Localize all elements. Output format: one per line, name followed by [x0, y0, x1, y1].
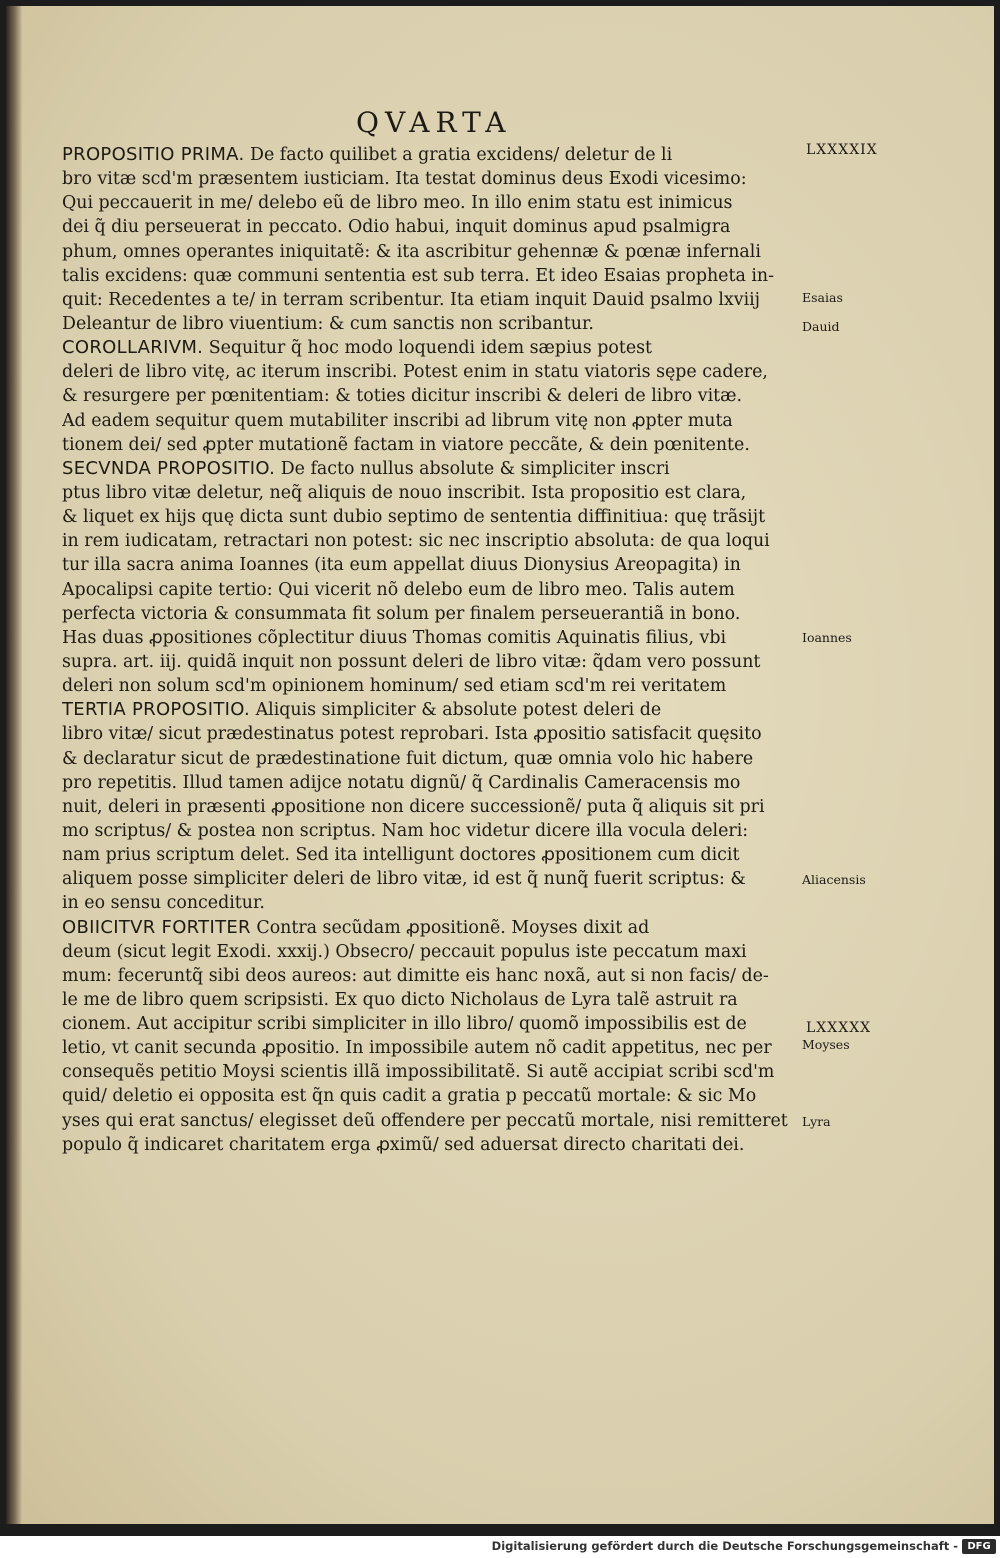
text-line [62, 409, 792, 433]
text-line [62, 481, 792, 505]
margin-note: Esaias [802, 290, 843, 305]
line-text: tionem dei/ sed ꝓpter mutationẽ factam in viatore peccãte, & dein pœnitente. [62, 434, 750, 455]
text-line [62, 626, 792, 650]
text-line [62, 336, 792, 360]
line-text: in rem iudicatam, retractari non potest: sic nec inscriptio absoluta: de qua loqui [62, 531, 770, 552]
text-line [62, 529, 792, 553]
text-line [62, 1060, 792, 1084]
text-line [62, 240, 792, 264]
text-line [62, 1012, 792, 1036]
line-text: nam prius scriptum delet. Sed ita intelligunt doctores ꝓpositionem cum dicit [62, 845, 740, 866]
text-line [62, 288, 792, 312]
funding-credit: Digitalisierung gefördert durch die Deutsche Forschungsgemeinschaft - [491, 1539, 958, 1553]
line-text: Deleantur de libro viuentium: & cum sanctis non scribantur. [62, 313, 594, 334]
text-line [62, 553, 792, 577]
line-text: deum (sicut legit Exodi. xxxij.) Obsecro/ peccauit populus iste peccatum maxi [62, 941, 747, 962]
line-text: & resurgere per pœnitentiam: & toties dicitur inscribi & deleri de libro vitæ. [62, 386, 743, 407]
text-line [62, 215, 792, 239]
line-text: De facto nullus absolute & simpliciter inscri [275, 458, 670, 479]
margin-note: Aliacensis [802, 872, 866, 887]
binding-gutter [6, 6, 22, 1524]
text-line [62, 578, 792, 602]
text-line [62, 964, 792, 988]
margin-note: Moyses [802, 1037, 850, 1052]
line-text: talis excidens: quæ communi sententia est sub terra. Et ideo Esaias propheta in- [62, 265, 774, 286]
text-line [62, 360, 792, 384]
line-text: ptus libro vitæ deletur, neq̃ aliquis de nouo inscribit. Ista propositio est clara, [62, 482, 747, 503]
text-line [62, 747, 792, 771]
line-text: quid/ deletio ei opposita est q̃n quis cadit a gratia p peccatũ mortale: & sic Mo [62, 1086, 757, 1107]
text-line [62, 674, 792, 698]
text-line [62, 167, 792, 191]
text-line [62, 650, 792, 674]
line-text: Contra secũdam ꝓpositionẽ. Moyses dixit ad [250, 917, 650, 938]
line-text: yses qui erat sanctus/ elegisset deũ offendere per peccatũ mortale, nisi remitteret [62, 1110, 788, 1131]
text-line [62, 457, 792, 481]
text-line [62, 1036, 792, 1060]
line-text: & declaratur sicut de prædestinatione fuit dictum, quæ omnia volo hic habere [62, 748, 754, 769]
line-text: mum: feceruntq̃ sibi deos aureos: aut dimitte eis hanc noxã, aut si non facis/ de- [62, 965, 769, 986]
text-line [62, 988, 792, 1012]
line-text: letio, vt canit secunda ꝓpositio. In impossibile autem nõ cadit appetitus, nec per [62, 1038, 772, 1059]
text-line [62, 602, 792, 626]
line-text: Ad eadem sequitur quem mutabiliter inscribi ad librum vitę non ꝓpter muta [62, 410, 733, 431]
text-line [62, 433, 792, 457]
text-line [62, 143, 792, 167]
running-title: QVARTA [356, 106, 512, 139]
text-line [62, 891, 792, 915]
line-text: tur illa sacra anima Ioannes (ita eum appellat diuus Dionysius Areopagita) in [62, 555, 741, 576]
line-text: pro repetitis. Illud tamen adijce notatu dignũ/ q̃ Cardinalis Cameracensis mo [62, 772, 741, 793]
dfg-logo-icon: DFG [962, 1539, 996, 1554]
line-text: & liquet ex hijs quę dicta sunt dubio septimo de sententia diffinitiua: quę trãsijt [62, 507, 766, 528]
text-line [62, 384, 792, 408]
line-text: Sequitur q̃ hoc modo loquendi idem sæpius potest [203, 338, 653, 359]
section-heading: COROLLARIVM. [62, 337, 204, 359]
line-text: consequẽs petitio Moysi scientis illã impossibilitatẽ. Si autẽ accipiat scribi scd'm [62, 1062, 775, 1083]
folio-number: LXXXXIX [806, 142, 878, 158]
text-line [62, 795, 792, 819]
line-text: libro vitæ/ sicut prædestinatus potest reprobari. Ista ꝓpositio satisfacit quęsito [62, 724, 762, 745]
margin-note: Lyra [802, 1114, 831, 1129]
line-text: le me de libro quem scripsisti. Ex quo dicto Nicholaus de Lyra talẽ astruit ra [62, 989, 738, 1010]
line-text: deleri non solum scd'm opinionem hominum/ sed etiam scd'm rei veritatem [62, 676, 727, 697]
line-text: populo q̃ indicaret charitatem erga ꝓximũ/ sed aduersat directo charitati dei. [62, 1134, 745, 1155]
main-text-block [62, 143, 792, 1157]
line-text: De facto quilibet a gratia excidens/ deletur de li [244, 145, 673, 165]
book-page [6, 6, 994, 1524]
margin-note: Ioannes [802, 630, 852, 645]
text-line [62, 505, 792, 529]
text-line [62, 771, 792, 795]
line-text: deleri de libro vitę, ac iterum inscribi. Potest enim in statu viatoris sępe cadere, [62, 362, 768, 383]
footer-bar [0, 1536, 1000, 1558]
text-line [62, 819, 792, 843]
line-text: aliquem posse simpliciter deleri de libro vitæ, id est q̃ nunq̃ fuerit scriptus: & [62, 869, 746, 890]
line-text: cionem. Aut accipitur scribi simpliciter in illo libro/ quomõ impossibilis est de [62, 1014, 747, 1035]
line-text: dei q̃ diu perseuerat in peccato. Odio habui, inquit dominus apud psalmigra [62, 217, 731, 238]
text-line [62, 843, 792, 867]
line-text: Apocalipsi capite tertio: Qui vicerit nõ delebo eum de libro meo. Talis autem [62, 579, 735, 600]
text-line [62, 264, 792, 288]
text-line [62, 722, 792, 746]
line-text: supra. art. iij. quidã inquit non possunt deleri de libro vitæ: q̃dam vero possunt [62, 651, 761, 672]
folio-number: LXXXXX [806, 1020, 872, 1036]
line-text: Qui peccauerit in me/ delebo eũ de libro meo. In illo enim statu est inimicus [62, 193, 733, 214]
line-text: in eo sensu conceditur. [62, 893, 265, 914]
text-line [62, 867, 792, 891]
line-text: Has duas ꝓpositiones cõplectitur diuus Thomas comitis Aquinatis filius, vbi [62, 627, 727, 648]
text-line [62, 312, 792, 336]
line-text: mo scriptus/ & postea non scriptus. Nam hoc videtur dicere illa vocula deleri: [62, 820, 749, 841]
text-line [62, 191, 792, 215]
section-heading: SECVNDA PROPOSITIO. [62, 457, 276, 479]
section-heading: OBIICITVR FORTITER [62, 916, 251, 938]
section-heading: TERTIA PROPOSITIO. [62, 699, 251, 721]
text-line [62, 916, 792, 940]
line-text: nuit, deleri in præsenti ꝓpositione non dicere successionẽ/ puta q̃ aliquis sit pri [62, 796, 765, 817]
section-heading: PROPOSITIO PRIMA. [62, 144, 245, 165]
line-text: quit: Recedentes a te/ in terram scribentur. Ita etiam inquit Dauid psalmo lxviij [62, 289, 761, 310]
text-line [62, 1084, 792, 1108]
margin-note: Dauid [802, 319, 840, 334]
text-line [62, 1133, 792, 1157]
line-text: perfecta victoria & consummata fit solum per finalem perseuerantiã in bono. [62, 603, 741, 624]
text-line [62, 1109, 792, 1133]
text-line [62, 940, 792, 964]
line-text: Aliquis simpliciter & absolute potest deleri de [250, 700, 662, 721]
text-line [62, 698, 792, 722]
line-text: phum, omnes operantes iniquitatẽ: & ita ascribitur gehennæ & pœnæ infernali [62, 241, 761, 262]
line-text: bro vitæ scd'm præsentem iusticiam. Ita testat dominus deus Exodi vicesimo: [62, 169, 747, 190]
